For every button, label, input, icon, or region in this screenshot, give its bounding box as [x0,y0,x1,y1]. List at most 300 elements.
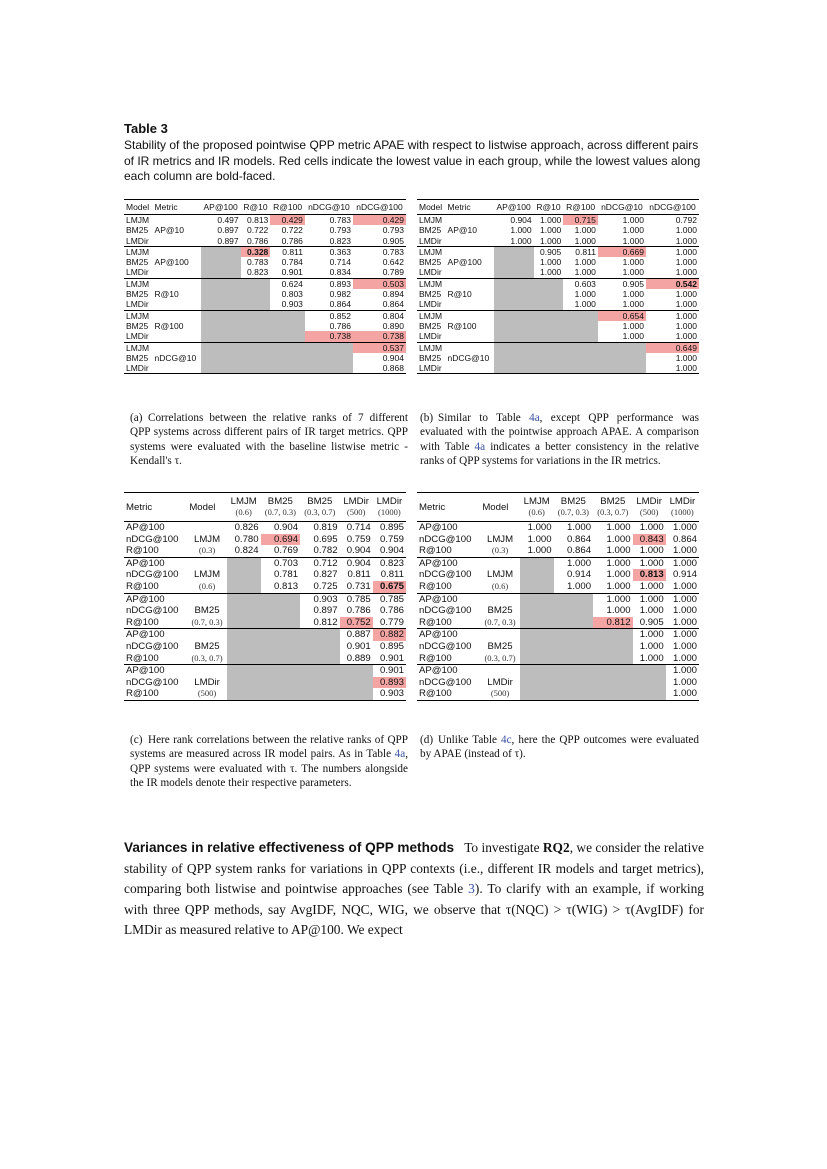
model-cell: LMDir [126,235,149,246]
value-cell: 0.904 [340,557,373,569]
value-cell [593,677,632,689]
model-cell: LMDir [194,676,220,688]
value-cell: 0.882 [373,629,406,641]
value-cell: 0.982 [329,289,351,300]
table-row [417,310,699,321]
value-cell [227,665,261,677]
value-cell: 0.819 [313,522,338,533]
model-cell: LMDir [419,331,442,342]
table-row [124,665,406,677]
column-header: Metric [153,200,201,215]
value-cell: 0.785 [340,593,373,605]
value-cell [494,289,534,299]
metric-cell: AP@10 [154,225,184,236]
table-row [417,688,699,700]
table-ref-link[interactable]: 4a [529,412,540,424]
table-row [124,534,406,546]
model-cell: LMDir [417,363,446,374]
model-param: (500) [187,688,226,700]
table-row [417,641,699,653]
metric-cell [446,310,494,321]
value-cell [494,321,534,331]
metric-cell [446,299,494,310]
metric-cell [153,246,201,257]
metric-cell: R@100 [419,545,452,557]
metric-cell: R@100 [126,652,159,664]
value-cell: 0.901 [379,652,404,664]
value-cell [593,688,632,700]
value-cell: 0.603 [563,278,598,289]
value-cell [633,677,666,689]
table-row [124,225,406,235]
value-cell: 0.780 [234,533,259,545]
metric-cell: R@100 [126,616,159,628]
table-row [124,299,406,310]
value-cell: 0.903 [281,299,303,310]
model-cell [187,629,226,641]
metric-cell [446,331,494,342]
value-cell: 1.000 [574,267,596,278]
model-param: (0.7, 0.3) [191,616,223,627]
table-row [124,617,406,629]
value-cell: 1.000 [672,676,697,688]
column-param: (0.7, 0.3) [264,507,296,517]
table-row [417,215,699,226]
value-cell: 0.813 [247,215,269,225]
value-cell [563,342,598,353]
value-cell: 0.905 [534,246,564,257]
column-header: R@100 [563,200,598,215]
value-cell: 0.893 [373,677,406,689]
column-header: AP@100 [201,200,241,215]
table-ref-link[interactable]: 4c [500,734,512,746]
column-header [124,493,187,522]
table-row [124,677,406,689]
value-cell: 0.783 [353,246,406,257]
value-cell: 0.827 [313,569,338,581]
value-cell [300,653,339,665]
value-cell: 1.000 [675,225,697,236]
value-cell: 0.503 [353,278,406,289]
value-cell: 1.000 [666,557,699,569]
value-cell [520,641,554,653]
value-cell: 1.000 [567,522,592,533]
value-cell [305,342,353,353]
metric-cell: R@100 [419,652,452,664]
column-header-label: BM25 [560,496,586,507]
value-cell: 1.000 [622,225,644,236]
value-cell [633,688,666,700]
value-cell: 0.895 [379,640,404,652]
value-cell: 0.811 [563,246,598,257]
metric-cell: AP@100 [417,557,480,569]
value-cell: 1.000 [639,640,664,652]
model-cell: LMJM [417,246,446,257]
value-cell: 1.000 [675,289,697,300]
metric-cell [153,342,201,353]
value-cell [201,342,241,353]
model-cell [480,522,519,534]
value-cell [593,665,632,677]
value-cell [261,605,300,617]
value-cell: 1.000 [606,605,631,617]
column-header [261,493,300,522]
value-cell: 0.864 [567,533,592,545]
value-cell [520,593,554,605]
value-cell: 0.895 [379,522,404,533]
metric-cell: R@100 [419,580,452,592]
metric-cell [446,236,494,247]
value-cell: 0.905 [382,235,404,246]
value-cell [227,653,261,665]
column-header-label: Metric [419,501,446,513]
value-cell: 0.901 [281,267,303,278]
table-row [124,289,406,299]
column-header: R@100 [270,200,305,215]
value-cell [520,557,554,569]
table-row [417,278,699,289]
column-param: (1000) [378,507,401,517]
value-cell: 0.834 [329,267,351,278]
value-cell: 1.000 [574,299,596,310]
value-cell [241,342,271,353]
metric-cell [446,246,494,257]
value-cell: 1.000 [675,320,697,331]
value-cell [340,665,373,677]
table-row [124,688,406,700]
value-cell: 0.864 [329,299,351,310]
value-cell: 1.000 [574,289,596,300]
value-cell [554,688,593,700]
value-cell [554,665,593,677]
model-cell [480,629,519,641]
column-header-label: BM25 [600,496,626,507]
model-cell: LMDir [487,676,513,688]
value-cell: 0.783 [329,215,351,225]
value-cell [201,278,241,289]
value-cell: 1.000 [639,580,664,592]
value-cell: 1.000 [622,331,644,342]
value-cell: 0.675 [373,581,406,593]
value-cell [201,321,241,331]
value-cell: 1.000 [646,310,699,321]
column-header-label: Metric [126,501,153,513]
metric-cell [153,299,201,310]
value-cell: 0.812 [313,616,338,628]
value-cell: 0.894 [382,289,404,300]
value-cell [534,331,564,342]
metric-cell: nDCG@100 [419,640,472,652]
value-cell: 1.000 [675,267,697,278]
value-cell: 0.649 [646,342,699,353]
column-header-label: LMJM [230,496,257,507]
value-cell: 1.000 [639,652,664,664]
value-cell [201,246,241,257]
table-row [417,557,699,569]
model-param: (0.6) [491,580,509,591]
value-cell: 1.000 [633,593,666,605]
value-cell: 1.000 [672,652,697,664]
value-cell [261,665,300,677]
metric-cell [446,267,494,278]
column-header [633,493,666,522]
value-cell [593,653,632,665]
value-cell [554,593,593,605]
value-cell [261,688,300,700]
value-cell: 0.903 [373,688,406,700]
table-row [124,653,406,665]
column-header: AP@100 [494,200,534,215]
column-param: (0.6) [528,507,545,517]
model-cell: LMJM [124,310,153,321]
table-row [417,267,699,278]
column-header [593,493,632,522]
value-cell [201,310,241,321]
value-cell: 0.901 [373,665,406,677]
value-cell [520,617,554,629]
value-cell [261,653,300,665]
model-cell: BM25 [126,289,149,300]
table-row [124,257,406,267]
value-cell [554,617,593,629]
value-cell [554,677,593,689]
table-row [417,522,699,534]
value-cell [241,363,271,374]
table-d [417,492,699,701]
metric-cell: R@100 [447,320,477,331]
value-cell: 0.738 [305,331,353,342]
value-cell: 0.904 [382,352,404,363]
column-param: (0.3, 0.7) [304,507,336,517]
metric-cell: R@10 [154,289,179,300]
value-cell [534,353,564,363]
value-cell [270,342,305,353]
table-row [417,605,699,617]
value-cell [241,321,271,331]
column-header [520,493,554,522]
model-cell [480,557,519,569]
value-cell [227,569,261,581]
column-param: (0.7, 0.3) [557,507,589,517]
value-cell [563,353,598,363]
metric-cell [446,215,494,226]
value-cell [520,605,554,617]
model-cell: LMJM [124,278,153,289]
value-cell [241,353,271,363]
value-cell: 0.905 [639,616,664,628]
metric-cell: R@100 [124,688,187,700]
value-cell: 0.784 [281,257,303,268]
value-cell [554,605,593,617]
value-cell [494,278,534,289]
table-row [417,677,699,689]
value-cell [261,617,300,629]
value-cell: 0.497 [217,215,239,225]
value-cell: 1.000 [639,605,664,617]
value-cell: 1.000 [622,299,644,310]
value-cell [520,629,554,641]
value-cell: 0.731 [346,580,371,592]
value-cell: 0.789 [382,267,404,278]
column-header [666,493,699,522]
value-cell [593,641,632,653]
model-param: (0.3, 0.7) [191,652,223,663]
value-cell: 0.752 [340,617,373,629]
table-ref-link[interactable]: 4a [394,748,406,761]
value-cell: 0.642 [382,257,404,268]
value-cell: 0.781 [274,569,299,581]
value-cell: 1.000 [672,545,697,557]
table-row [124,321,406,331]
table-row [124,353,406,363]
value-cell: 0.897 [313,605,338,617]
value-cell [300,677,339,689]
value-cell: 1.000 [633,557,666,569]
table-a-caption: (a) Correlations between the relative ranks of 7 different QPP systems across different pairs of IR target metrics. QPP systems were evaluated with the baseline listwise metric - Kendall's τ. [130,412,408,467]
value-cell: 0.669 [598,246,646,257]
value-cell: 0.843 [633,534,666,546]
value-cell [300,688,339,700]
table-row [417,299,699,310]
value-cell: 1.000 [622,289,644,300]
table-row [417,581,699,593]
value-cell: 0.722 [247,225,269,236]
value-cell: 0.429 [270,215,305,226]
value-cell: 0.864 [567,545,592,557]
table-row [124,605,406,617]
metric-cell: R@100 [154,320,184,331]
value-cell [563,321,598,331]
model-cell: BM25 [419,257,442,268]
value-cell [261,641,300,653]
value-cell [494,246,534,257]
table-ref-link[interactable]: 3 [468,881,475,896]
value-cell [227,688,261,700]
value-cell [201,363,241,374]
model-cell [480,665,519,677]
value-cell: 0.823 [373,557,406,569]
column-param: (1000) [671,507,694,517]
value-cell: 1.000 [567,580,592,592]
table-row [417,665,699,677]
value-cell [227,605,261,617]
value-cell [241,331,271,342]
metric-cell [153,278,201,289]
value-cell: 0.905 [598,278,646,289]
column-header: Model [417,200,446,215]
value-cell [534,342,564,353]
column-header [373,493,406,522]
value-cell [227,641,261,653]
value-cell: 1.000 [646,363,699,374]
value-cell: 0.897 [217,225,239,236]
value-cell [201,299,241,310]
value-cell: 0.897 [217,235,239,246]
value-cell [261,677,300,689]
metric-cell: AP@100 [126,522,165,533]
value-cell [270,331,305,342]
value-cell: 0.904 [274,522,299,533]
metric-cell: R@100 [417,688,480,700]
value-cell [520,581,554,593]
model-cell: BM25 [126,225,149,236]
metric-cell: AP@100 [124,629,187,641]
value-cell: 0.785 [373,593,406,605]
value-cell: 0.811 [380,569,404,581]
model-cell: LMDir [126,331,149,342]
value-cell [270,310,305,321]
value-cell [534,321,564,331]
value-cell: 1.000 [593,557,632,569]
value-cell: 0.786 [247,235,269,246]
value-cell: 1.000 [606,545,631,557]
value-cell [340,677,373,689]
column-header [554,493,593,522]
value-cell: 0.759 [346,533,371,545]
value-cell: 0.779 [379,616,404,628]
value-cell [300,665,339,677]
value-cell: 0.852 [305,310,353,321]
value-cell: 1.000 [527,533,552,545]
table-row [417,342,699,353]
value-cell: 0.786 [346,605,371,617]
model-cell: LMDir [124,363,153,374]
table-ref-link[interactable]: 4a [474,440,486,453]
value-cell [494,310,534,321]
model-param: (0.6) [198,580,216,591]
value-cell: 1.000 [675,331,697,342]
value-cell [534,310,564,321]
table-row [417,593,699,605]
value-cell: 0.695 [313,533,338,545]
metric-cell: nDCG@100 [126,533,179,545]
value-cell [270,353,305,363]
value-cell: 0.654 [598,310,646,321]
value-cell: 1.000 [666,665,699,677]
value-cell: 1.000 [606,580,631,592]
value-cell: 0.769 [274,545,299,557]
value-cell: 1.000 [554,557,593,569]
value-cell: 1.000 [675,235,697,246]
model-param: (500) [480,688,519,700]
value-cell: 0.823 [329,235,351,246]
column-header: R@10 [534,200,564,215]
table-row [417,545,699,557]
value-cell: 1.000 [639,522,664,533]
value-cell: 0.328 [241,246,271,257]
value-cell: 1.000 [675,257,697,268]
value-cell [563,363,598,374]
model-cell: LMJM [124,246,153,257]
value-cell: 0.786 [329,320,351,331]
paragraph-heading: Variances in relative effectiveness of QPP methods [124,840,455,855]
table-row [124,569,406,581]
value-cell [520,688,554,700]
metric-cell [153,331,201,342]
column-header [187,493,226,522]
column-header-label: BM25 [307,496,333,507]
column-header: nDCG@10 [598,200,646,215]
value-cell: 0.624 [270,278,305,289]
value-cell: 0.759 [379,533,404,545]
model-cell [187,665,226,677]
column-param: (0.6) [235,507,252,517]
value-cell [520,653,554,665]
table-c [124,492,406,701]
value-cell: 1.000 [527,522,552,533]
value-cell: 0.803 [281,289,303,300]
table-row [417,321,699,331]
